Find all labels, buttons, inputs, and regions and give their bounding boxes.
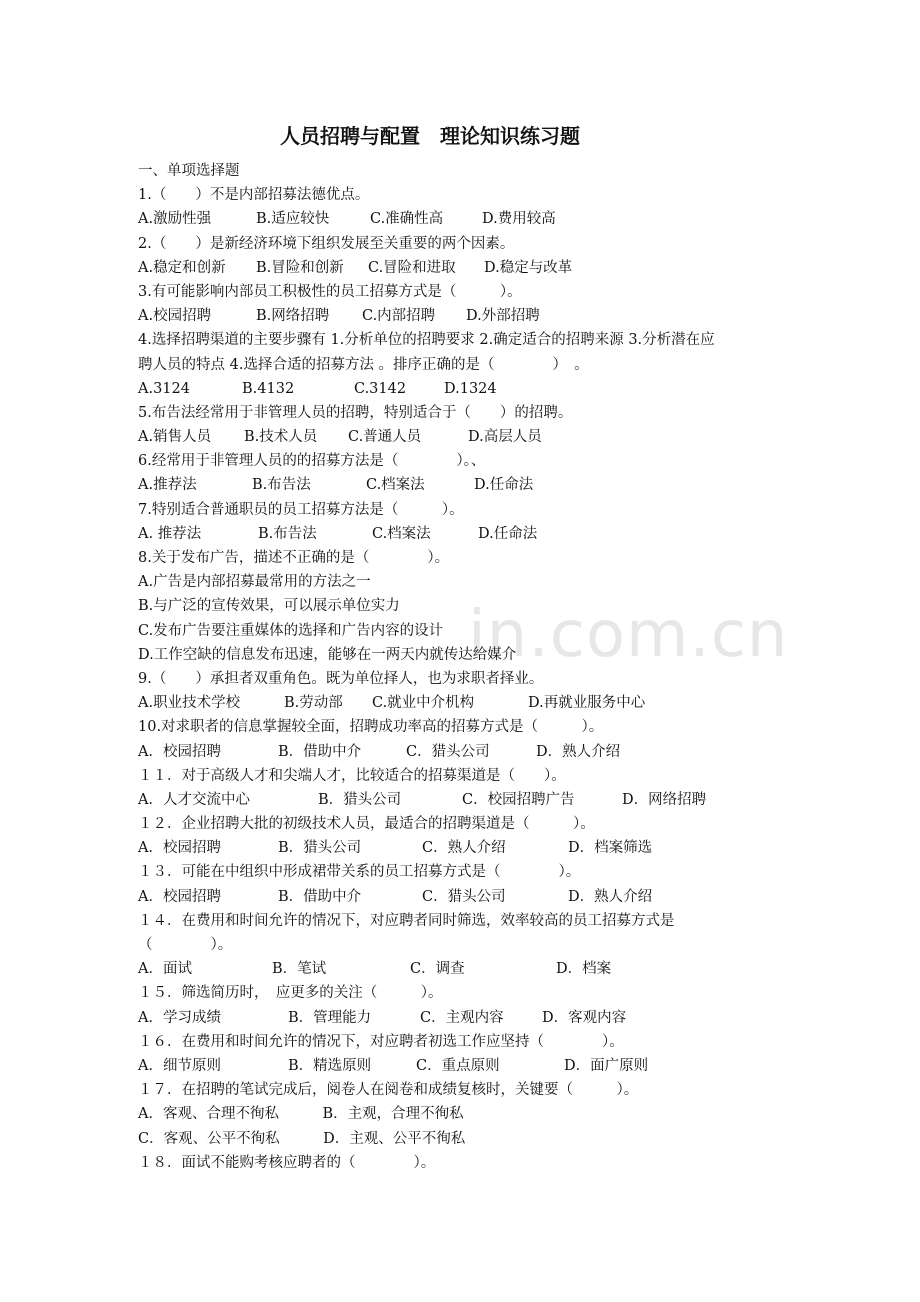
option-row [138,304,788,328]
answer-option: A．细节原则 [138,1057,221,1074]
answer-option: B.布告法 [258,525,317,542]
answer-option: A.广告是内部招募最常用的方法之一 [138,574,371,591]
answer-option: D.任命法 [474,477,534,494]
question-stem: 6.经常用于非管理人员的的招募方法是（ ）。、 [138,453,486,470]
question-stem: （ ）。 [138,937,233,953]
answer-option: C．猎头公司 [422,888,506,905]
question-stem: １３．可能在中组织中形成裙带关系的员工招募方式是（ ）。 [138,864,581,881]
answer-option: A．学习成绩 [138,1009,221,1026]
answer-option: A.推荐法 [138,477,197,494]
answer-option: C．客观、公平不徇私 D．主观、公平不徇私 [138,1130,466,1147]
answer-option: A．客观、合理不徇私 B．主观，合理不徇私 [138,1106,464,1123]
option-row [138,957,788,981]
option-row [138,836,788,860]
answer-option: C.内部招聘 [362,308,436,325]
option-row [138,377,788,401]
answer-option: C.档案法 [366,477,425,494]
answer-option: A. 推荐法 [138,525,202,542]
answer-option: B.技术人员 [244,429,318,446]
answer-option: A.3124 [138,380,190,397]
answer-option: D．网络招聘 [622,791,707,808]
answer-option: D．档案筛选 [568,840,653,857]
answer-option: A．校园招聘 [138,743,221,760]
answer-option: D.外部招聘 [466,308,540,325]
answer-option: C．猎头公司 [406,743,490,760]
answer-option: B.与广泛的宣传效果，可以展示单位实力 [138,598,400,615]
answer-option: B.4132 [242,380,295,397]
answer-option: A．面试 [138,961,192,978]
option-row [138,1006,788,1030]
option-row [138,522,788,546]
question-stem: 5.布告法经常用于非管理人员的招聘，特别适合于（ ）的招聘。 [138,404,573,421]
answer-option: C.普通人员 [348,429,422,446]
answer-option: C．主观内容 [420,1009,504,1026]
question-stem: 2.（ ）是新经济环境下组织发展至关重要的两个因素。 [138,235,515,252]
answer-option: D.稳定与改革 [484,259,573,276]
answer-option: C．校园招聘广告 [462,791,575,808]
page-title: 人员招聘与配置 理论知识练习题 [280,124,580,148]
answer-option: B.劳动部 [284,695,343,712]
answer-option: C．熟人介绍 [422,840,506,857]
answer-option: D．熟人介绍 [568,888,653,905]
option-row [138,740,788,764]
answer-option: D.任命法 [478,525,538,542]
answer-option: C.准确性高 [370,211,444,228]
option-row [138,473,788,497]
question-stem: １７．在招聘的笔试完成后，阅卷人在阅卷和成绩复核时，关键要（ ）。 [138,1082,639,1099]
option-row [138,1054,788,1078]
question-stem: １２．企业招聘大批的初级技术人员，最适合的招聘渠道是（ ）。 [138,816,595,833]
question-stem: 1.（ ）不是内部招募法德优点。 [138,187,370,204]
question-stem: 7.特别适合普通职员的员工招募方法是（ ）。 [138,501,464,518]
answer-option: B．借助中介 [278,888,362,905]
option-row [138,425,788,449]
answer-option: B．精选原则 [288,1057,372,1074]
section-heading: 一、单项选择题 [138,163,240,179]
answer-option: A.校园招聘 [138,308,212,325]
answer-option: D.1324 [444,380,497,397]
answer-option: C.冒险和进取 [368,259,456,276]
question-stem: １８．面试不能购考核应聘者的（ ）。 [138,1154,436,1171]
question-stem: 4.选择招聘渠道的主要步骤有 1.分析单位的招聘要求 2.确定适合的招聘来源 3.分析潜在应 [138,332,715,349]
question-stem: １６．在费用和时间允许的情况下，对应聘者初选工作应坚持（ ）。 [138,1033,624,1050]
answer-option: B．猎头公司 [278,840,362,857]
answer-option: B．笔试 [272,961,327,978]
watermark: in.com.cn [468,598,789,672]
question-stem: １５．筛选简历时， 应更多的关注（ ）。 [138,985,443,1002]
answer-option: A．校园招聘 [138,888,221,905]
answer-option: B.网络招聘 [256,308,330,325]
answer-option: C.3142 [354,380,407,397]
answer-option: D.高层人员 [468,429,542,446]
answer-option: B．猎头公司 [318,791,402,808]
option-row [138,207,788,231]
question-stem: 10.对求职者的信息掌握较全面，招聘成功率高的招募方式是（ ）。 [138,719,604,736]
answer-option: C．调查 [410,961,465,978]
answer-option: B.冒险和创新 [256,259,344,276]
answer-option: D．熟人介绍 [536,743,621,760]
option-row [138,885,788,909]
answer-option: D.工作空缺的信息发布迅速，能够在一两天内就传达给媒介 [138,646,517,663]
question-stem: 3.有可能影响内部员工积极性的员工招募方式是（ ）。 [138,283,522,300]
option-row [138,788,788,812]
option-row [138,256,788,280]
question-stem: １１．对于高级人才和尖端人才，比较适合的招募渠道是（ ）。 [138,767,566,784]
answer-option: A．校园招聘 [138,840,221,857]
answer-option: D.再就业服务中心 [528,695,646,712]
answer-option: B．借助中介 [278,743,362,760]
answer-option: D.费用较高 [482,211,556,228]
option-row [138,691,788,715]
answer-option: C.发布广告要注重媒体的选择和广告内容的设计 [138,622,444,639]
answer-option: D．档案 [556,961,612,978]
answer-option: B.适应较快 [256,211,330,228]
answer-option: C.档案法 [372,525,431,542]
answer-option: C.就业中介机构 [372,695,475,712]
answer-option: A.激励性强 [138,211,212,228]
answer-option: D．客观内容 [542,1009,627,1026]
question-list [138,159,788,1175]
answer-option: B．管理能力 [288,1009,372,1026]
answer-option: C．重点原则 [416,1057,500,1074]
question-stem: 8.关于发布广告，描述不正确的是（ ）。 [138,550,450,566]
answer-option: A.职业技术学校 [138,695,241,712]
answer-option: A.销售人员 [138,429,212,446]
question-stem: 聘人员的特点 4.选择合适的招募方法 。排序正确的是（ ） 。 [138,356,589,373]
answer-option: A.稳定和创新 [138,259,226,276]
answer-option: B.布告法 [252,477,311,494]
answer-option: A．人才交流中心 [138,791,250,808]
question-stem: 9.（ ）承担者双重角色。既为单位择人，也为求职者择业。 [138,670,544,687]
question-stem: １４．在费用和时间允许的情况下，对应聘者同时筛选，效率较高的员工招募方式是 [138,912,675,929]
answer-option: D．面广原则 [564,1057,649,1074]
